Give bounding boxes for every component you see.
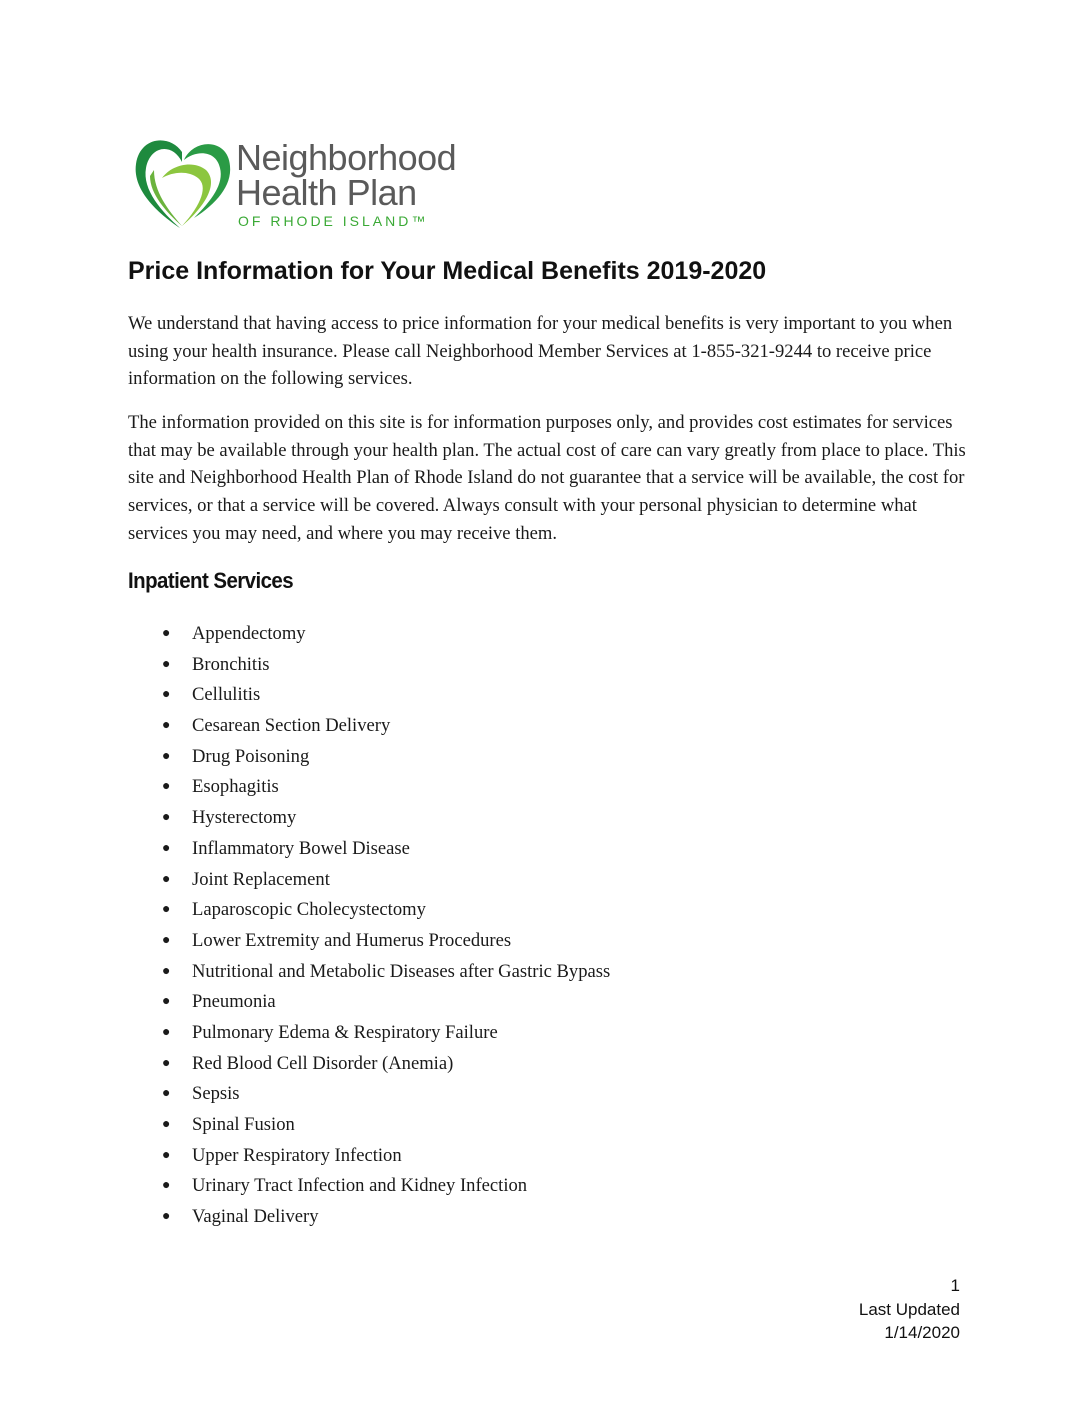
list-item-label: Laparoscopic Cholecystectomy <box>192 899 426 921</box>
page-title: Price Information for Your Medical Benefits 2019-2020 <box>128 257 767 285</box>
list-item-label: Red Blood Cell Disorder (Anemia) <box>192 1052 454 1074</box>
list-item-label: Joint Replacement <box>192 868 330 890</box>
list-item-label: Lower Extremity and Humerus Procedures <box>192 929 512 951</box>
bullet-icon: ● <box>162 718 171 734</box>
list-item-label: Pulmonary Edema & Respiratory Failure <box>192 1021 498 1043</box>
last-updated-label: Last Updated <box>858 1299 960 1319</box>
page-number: 1 <box>950 1276 960 1295</box>
bullet-icon: ● <box>162 1209 171 1225</box>
heart-logo-icon <box>132 130 232 230</box>
bullet-icon: ● <box>162 748 171 764</box>
bullet-icon: ● <box>162 1117 171 1132</box>
intro-paragraph: We understand that having access to price information for your medical benefits is very important to you when using your health insurance. Please call Neighborhood Member Services at 1-855-321-9244 to receive price information on the following services. <box>128 313 953 390</box>
list-item-label: Pneumonia <box>192 991 276 1013</box>
list-item-label: Spinal Fusion <box>192 1114 295 1135</box>
bullet-icon: ● <box>162 779 171 795</box>
list-item-label: Bronchitis <box>192 653 270 675</box>
list-item-label: Cellulitis <box>192 684 261 706</box>
disclaimer-paragraph: The information provided on this site is for information purposes only, and provides cost estimates for services that may be available through your health plan. The actual cost of care can vary greatly from place to place. This site and Neighborhood Health Plan of Rhode Island do not guarantee that a service will be available, the cost for services, or that a service will be covered. Always consult with your personal physician to determine what services you may need, and where you may receive them. <box>128 412 966 544</box>
logo-text-line1: Neighborhood <box>236 137 457 178</box>
bullet-icon: ● <box>162 1055 171 1071</box>
bullet-icon: ● <box>162 932 171 948</box>
list-item-label: Vaginal Delivery <box>192 1206 319 1228</box>
bullet-icon: ● <box>162 840 171 856</box>
bullet-icon: ● <box>162 1086 171 1102</box>
list-item-label: Cesarean Section Delivery <box>192 715 391 737</box>
bullet-icon: ● <box>162 810 171 826</box>
section-heading: Inpatient Services <box>128 568 294 593</box>
list-item-label: Sepsis <box>192 1083 240 1105</box>
bullet-icon: ● <box>162 1178 171 1194</box>
last-updated-date: 1/14/2020 <box>884 1323 960 1342</box>
bullet-icon: ● <box>162 687 171 703</box>
bullet-icon: ● <box>162 1147 171 1163</box>
page-footer <box>859 1274 960 1345</box>
list-item-label: Urinary Tract Infection and Kidney Infection <box>192 1175 528 1197</box>
logo-tagline: OF RHODE ISLAND™ <box>238 213 429 229</box>
list-item-label: Inflammatory Bowel Disease <box>192 837 410 859</box>
bullet-icon: ● <box>162 963 171 979</box>
bullet-icon: ● <box>162 902 171 918</box>
bullet-icon: ● <box>162 994 171 1010</box>
bullet-icon: ● <box>162 626 171 641</box>
list-item-label: Upper Respiratory Infection <box>192 1144 402 1166</box>
logo-text-line2: Health Plan <box>236 172 417 213</box>
list-item-label: Nutritional and Metabolic Diseases after Gastric Bypass <box>192 960 611 982</box>
list-item-label: Appendectomy <box>192 623 306 644</box>
bullet-icon: ● <box>162 656 171 672</box>
bullet-icon: ● <box>162 1024 171 1040</box>
company-logo <box>132 130 472 230</box>
list-item-label: Drug Poisoning <box>192 745 310 767</box>
list-item-label: Esophagitis <box>192 776 279 798</box>
bullet-icon: ● <box>162 871 171 887</box>
list-item-label: Hysterectomy <box>192 807 297 829</box>
